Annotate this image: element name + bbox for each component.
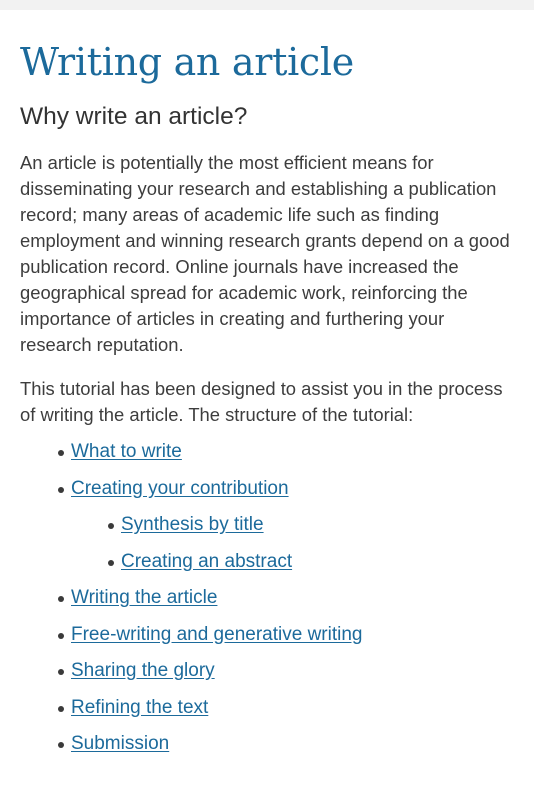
link-submission[interactable]: Submission: [71, 733, 170, 754]
list-item: [20, 477, 516, 501]
list-item: [20, 440, 516, 464]
link-synthesis-by-title[interactable]: Synthesis by title: [121, 514, 264, 535]
link-sharing-the-glory[interactable]: Sharing the glory: [71, 660, 215, 681]
page-title: Writing an article: [20, 40, 354, 84]
link-what-to-write[interactable]: What to write: [71, 441, 182, 462]
section-heading: Why write an article?: [20, 103, 248, 130]
list-item: [20, 732, 516, 756]
link-creating-an-abstract[interactable]: Creating an abstract: [121, 550, 293, 572]
list-item: [20, 623, 516, 647]
list-item: [20, 659, 516, 683]
top-bar: [0, 0, 534, 10]
link-creating-your-contribution[interactable]: Creating your contribution: [71, 477, 289, 499]
link-writing-the-article[interactable]: Writing the article: [71, 587, 218, 608]
list-item: [20, 586, 516, 610]
intro-paragraph: An article is potentially the most efficient means for disseminating your research and establishing a publication record; many areas of academic life such as finding employment and winning research grants depend on a good publication record. Online journals have increased the geographical spread for academic work, reinforcing the importance of articles in creating and furthering your research reputation.: [20, 152, 510, 355]
list-item-nested: [20, 513, 516, 537]
tutorial-contents-list: [20, 440, 516, 756]
list-item-nested: [20, 550, 516, 574]
link-free-writing[interactable]: Free-writing and generative writing: [71, 623, 363, 645]
tutorial-paragraph: This tutorial has been designed to assist you in the process of writing the article. The structure of the tutorial:: [20, 378, 503, 425]
article-page: [0, 10, 534, 800]
list-item: [20, 696, 516, 720]
link-refining-the-text[interactable]: Refining the text: [71, 696, 209, 718]
